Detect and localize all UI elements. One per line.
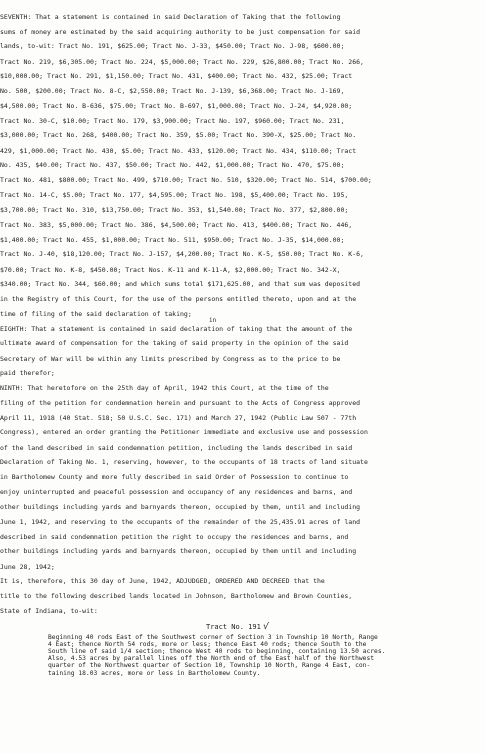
text-line: 429, $1,000.00; Tract No. 430, $5.00; Tract No. 433, $120.00; Tract No. 434, $110.00; Tract [0, 147, 357, 155]
text-line: Tract No. 14-C, $5.00; Tract No. 177, $4,595.00; Tract No. 198, $5,400.00; Tract No. 195, [0, 191, 349, 199]
text-line: described in said condemnation petition the right to occupy the residences and barns, and [0, 533, 349, 541]
text-line: ultimate award of compensation for the taking of said property in the opinion of the said [0, 339, 349, 347]
text-line: other buildings including yards and barnyards thereon, occupied by them until and including [0, 547, 357, 555]
text-line: June 1, 1942, and reserving to the occupants of the remainder of the 25,435.91 acres of land [0, 518, 361, 526]
tract-description-line: taining 18.03 acres, more or less in Bartholomew County. [48, 670, 261, 677]
text-line: State of Indiana, to-wit: [0, 607, 98, 615]
marginal-note: in [209, 317, 217, 324]
text-line: time of filing of the said declaration of taking; [0, 310, 192, 318]
text-line: $4,500.00; Tract No. B-636, $75.00; Tract No. B-697, $1,000.00; Tract No. J-24, $4,920.00; [0, 102, 353, 110]
text-line: in the Registry of this Court, for the use of the persons entitled thereto, upon and at the [0, 295, 357, 303]
tract-description-line: Also, 4.53 acres by parallel lines off the North end of the East half of the Northwest [48, 655, 375, 662]
tract-description-line: South line of said 1/4 section; thence West 40 rods to beginning, containing 13.50 acres. [48, 648, 386, 655]
text-line: NINTH: That heretofore on the 25th day of April, 1942 this Court, at the time of the [0, 384, 329, 392]
text-line: $70.00; Tract No. K-8, $450.00; Tract Nos. K-11 and K-11-A, $2,000.00; Tract No. 342-X, [0, 266, 341, 274]
text-line: No. 500, $200.00; Tract No. 8-C, $2,550.00; Tract No. J-139, $6,368.00; Tract No. J-169, [0, 87, 345, 95]
text-line: Congress), entered an order granting the Petitioner immediate and exclusive use and possession [0, 428, 368, 436]
text-line: in Bartholomew County and more fully described in said Order of Possession to continue to [0, 473, 349, 481]
text-line: of the land described in said condemnation petition, including the lands described in said [0, 444, 353, 452]
text-line: Tract No. 481, $800.00; Tract No. 499, $710.00; Tract No. 510, $320.00; Tract No. 514, $700.00; [0, 176, 372, 184]
text-line: Tract No. 219, $6,305.00; Tract No. 224, $5,000.00; Tract No. 229, $26,800.00; Tract No. 266, [0, 58, 364, 66]
checkmark-icon: √ [262, 621, 269, 633]
text-line: June 28, 1942; [0, 563, 55, 571]
text-line: paid therefor; [0, 369, 55, 377]
text-line: $10,000.00; Tract No. 291, $1,150.00; Tract No. 431, $400.00; Tract No. 432, $25.00; Tract [0, 72, 353, 80]
tract-description-line: quarter of the Northwest quarter of Section 10, Township 10 North, Range 4 East, con- [48, 662, 371, 669]
text-line: Tract No. J-40, $18,120.00; Tract No. J-157, $4,200.00; Tract No. K-5, $50.00; Tract No. K-6, [0, 250, 364, 258]
text-line: No. 435, $40.00; Tract No. 437, $50.00; Tract No. 442, $1,000.00; Tract No. 470, $75.00; [0, 161, 345, 169]
tract-description-line: Beginning 40 rods East of the Southwest corner of Section 3 in Township 10 North, Range [48, 634, 378, 641]
tract-heading [206, 622, 286, 632]
text-line: SEVENTH: That a statement is contained in said Declaration of Taking that the following [0, 13, 341, 21]
tract-description-line: 4 East; thence North 54 rods, more or less; thence East 40 rods; thence South to the [48, 641, 367, 648]
text-line: $3,000.00; Tract No. 268, $400.00; Tract No. 359, $5.00; Tract No. 390-X, $25.00; Tract No. [0, 131, 357, 139]
text-line: sums of money are estimated by the said acquiring authority to be just compensation for said [0, 28, 361, 36]
text-line: Secretary of War will be within any limits prescribed by Congress as to the price to be [0, 355, 341, 363]
text-line: April 11, 1918 (40 Stat. 518; 50 U.S.C. Sec. 171) and March 27, 1942 (Public Law 507 - 77th [0, 414, 357, 422]
tract-heading-text: Tract No. 191 [206, 623, 261, 631]
text-line: EIGHTH: That a statement is contained in said declaration of taking that the amount of the [0, 325, 353, 333]
text-line: Declaration of Taking No. 1, reserving, however, to the occupants of 18 tracts of land situate [0, 458, 368, 466]
text-line: other buildings including yards and barnyards thereon, occupied by them, until and including [0, 503, 361, 511]
text-line: filing of the petition for condemnation herein and pursuant to the Acts of Congress approved [0, 399, 361, 407]
text-line: title to the following described lands located in Johnson, Bartholomew and Brown Counties, [0, 592, 353, 600]
text-line: $340.00; Tract No. 344, $60.00; and which sums total $171,625.00, and that sum was deposited [0, 280, 361, 288]
text-line: $3,700.00; Tract No. 310, $13,750.00; Tract No. 353, $1,540.00; Tract No. 377, $2,800.00; [0, 206, 349, 214]
text-line: $1,400.00; Tract No. 455, $1,000.00; Tract No. 511, $950.00; Tract No. J-35, $14,000.00; [0, 236, 345, 244]
text-line: Tract No. 30-C, $10.00; Tract No. 179, $3,900.00; Tract No. 197, $960.00; Tract No. 231, [0, 117, 345, 125]
text-line: Tract No. 383, $5,000.00; Tract No. 386, $4,500.00; Tract No. 413, $400.00; Tract No. 446, [0, 221, 353, 229]
text-line: enjoy uninterrupted and peaceful possession and occupancy of any residences and barns, and [0, 488, 353, 496]
text-line: It is, therefore, this 30 day of June, 1942, ADJUDGED, ORDERED AND DECREED that the [0, 577, 325, 585]
text-line: lands, to-wit: Tract No. 191, $625.00; Tract No. J-33, $450.00; Tract No. J-98, $600.00; [0, 42, 345, 50]
